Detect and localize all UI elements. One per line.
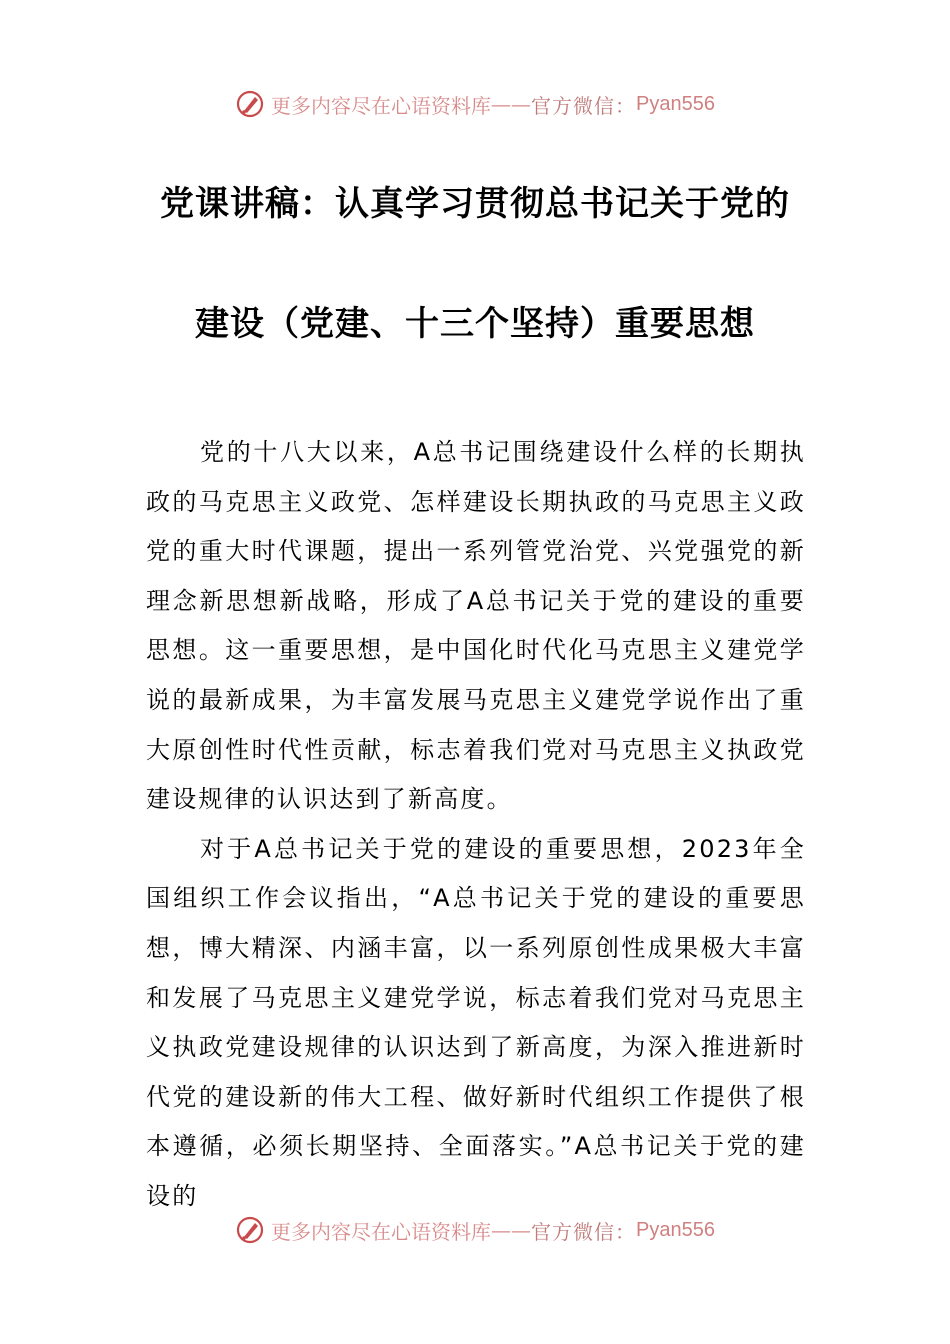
watermark-site: 更多内容尽在心语资料库 <box>271 1219 492 1244</box>
watermark-site: 更多内容尽在心语资料库 <box>271 93 492 118</box>
document-body <box>146 428 806 1222</box>
watermark-wechat-label: 官方微信： <box>531 93 637 118</box>
footer-watermark <box>0 1210 950 1250</box>
watermark-wechat-id: Pyan556 <box>636 1218 715 1241</box>
paragraph-1: 党的十八大以来，A总书记围绕建设什么样的长期执政的马克思主义政党、怎样建设长期执政的马克思主义政党的重大时代课题，提出一系列管党治党、兴党强党的新理念新思想新战略，形成了A总书记关于党的建设的重要思想。这一重要思想，是中国化时代化马克思主义建党学说的最新成果，为丰富发展马克思主义建党学说作出了重大原创性时代性贡献，标志着我们党对马克思主义执政党建设规律的认识达到了新高度。 <box>146 438 806 814</box>
pen-nib-logo-icon <box>235 1215 265 1245</box>
watermark-wechat-id: Pyan556 <box>636 92 715 115</box>
page-title-line-2: 建设（党建、十三个坚持）重要思想 <box>195 304 755 344</box>
page-title-line-1: 党课讲稿：认真学习贯彻总书记关于党的 <box>160 184 790 224</box>
watermark-dash: —— <box>491 1218 532 1242</box>
header-watermark <box>0 84 950 124</box>
watermark-wechat-label: 官方微信： <box>531 1219 637 1244</box>
watermark-dash: —— <box>491 92 532 116</box>
paragraph-2: 对于A总书记关于党的建设的重要思想，2023年全国组织工作会议指出，“A总书记关于党的建设的重要思想，博大精深、内涵丰富，以一系列原创性成果极大丰富和发展了马克思主义建党学说，标志着我们党对马克思主义执政党建设规律的认识达到了新高度，为深入推进新时代党的建设新的伟大工程、做好新时代组织工作提供了根本遵循，必须长期坚持、全面落实。”A总书记关于党的建设的 <box>146 834 806 1210</box>
pen-nib-logo-icon <box>235 89 265 119</box>
